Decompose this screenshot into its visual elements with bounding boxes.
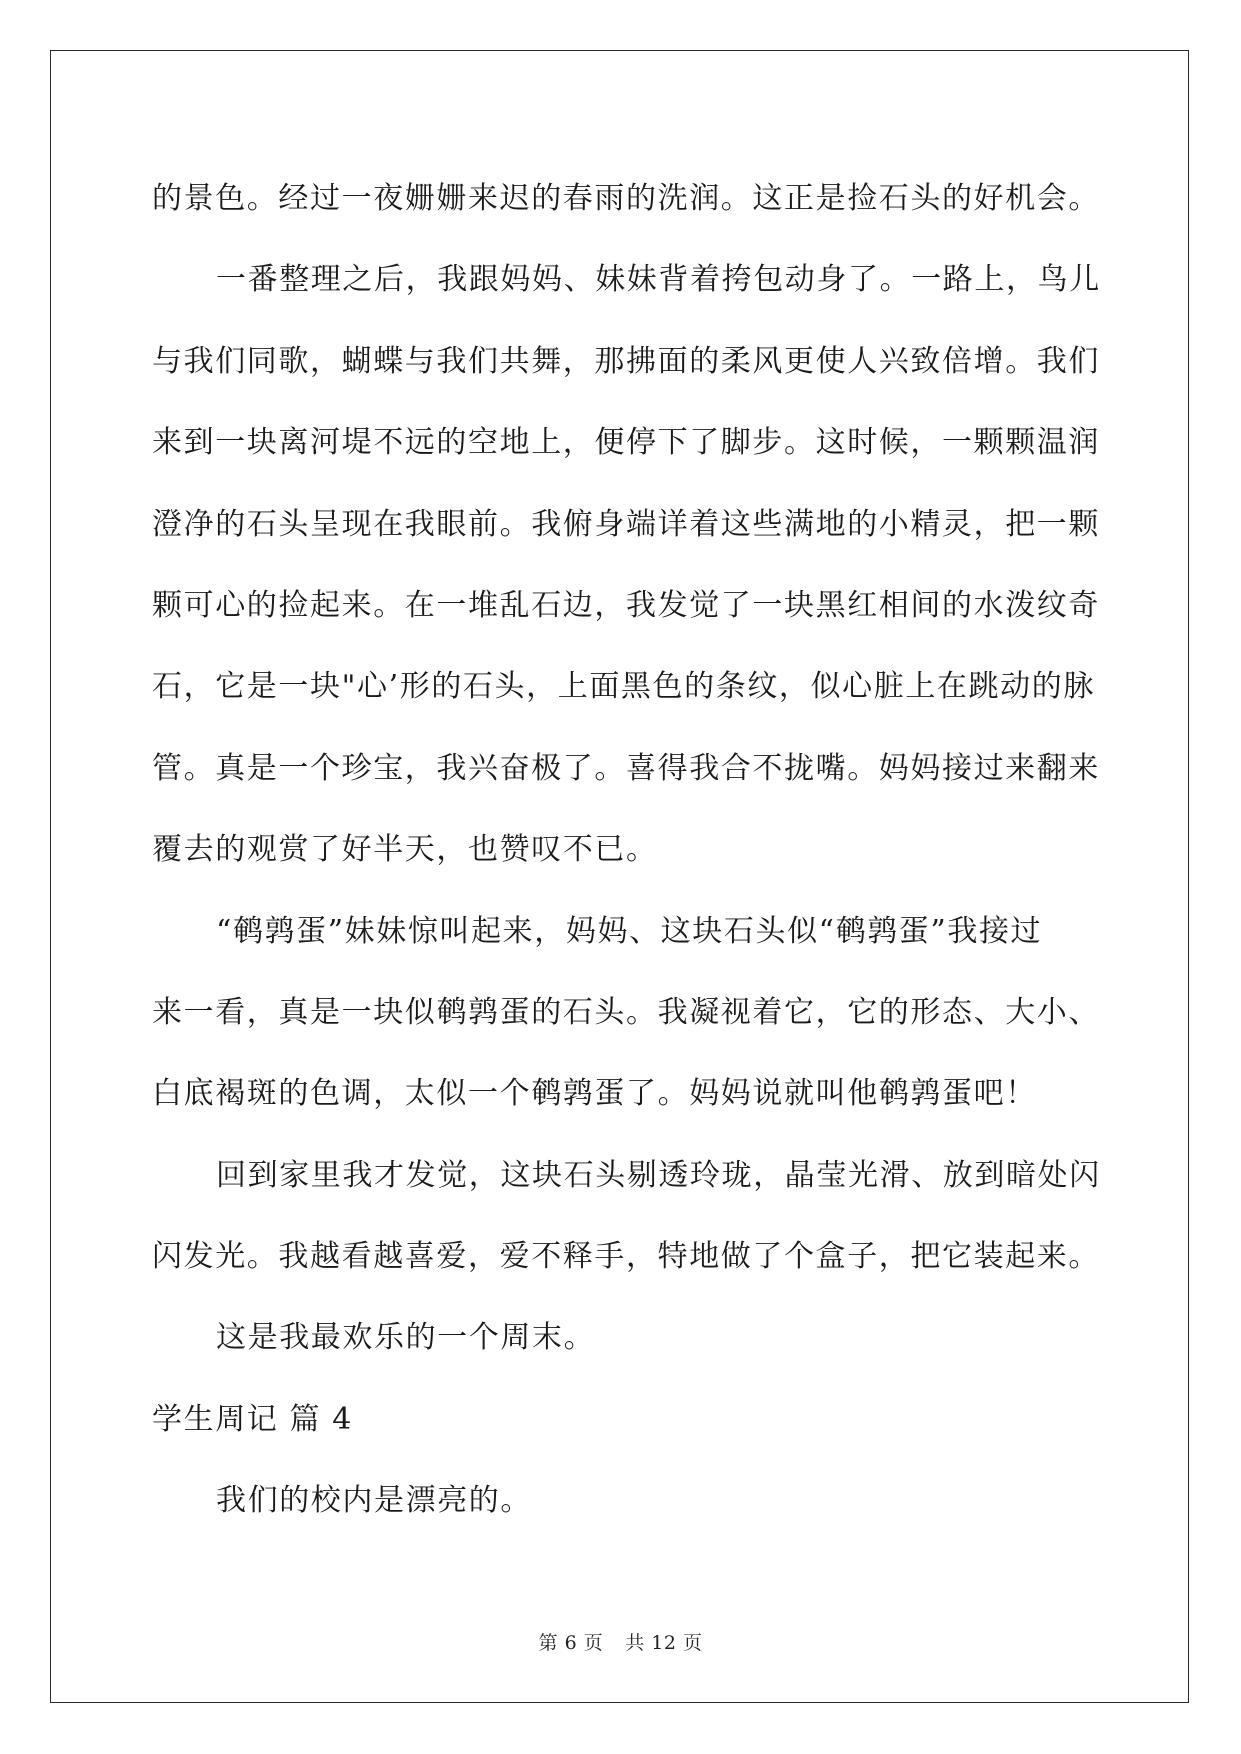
page-footer — [0, 1628, 1241, 1655]
document-body — [152, 158, 1101, 1542]
page-number: 第 6 页 — [538, 1632, 604, 1654]
text-line-13: 回到家里我才发觉，这块石头剔透玲珑，晶莹光滑、放到暗处闪 — [216, 1157, 1101, 1193]
text-line-3: 与我们同歌，蝴蝶与我们共舞，那拂面的柔风更使人兴致倍增。我们 — [152, 343, 1100, 379]
text-line-12: 白底褐斑的色调，太似一个鹌鹑蛋了。妈妈说就叫他鹌鹑蛋吧！ — [152, 1076, 1037, 1112]
text-line-11: 来一看，真是一块似鹌鹑蛋的石头。我凝视着它，它的形态、大小、 — [152, 994, 1100, 1030]
text-line-15: 这是我最欢乐的一个周末。 — [216, 1320, 596, 1356]
text-line-7: 石，它是一块"心’形的石头，上面黑色的条纹，似心脏上在跳动的脉 — [152, 669, 1095, 705]
page-total: 共 12 页 — [625, 1632, 703, 1654]
text-line-9: 覆去的观赏了好半天，也赞叹不已。 — [152, 832, 658, 868]
text-line-6: 颗可心的捡起来。在一堆乱石边，我发觉了一块黑红相间的水泼纹奇 — [152, 587, 1100, 623]
text-line-1: 的景色。经过一夜姗姗来迟的春雨的洗润。这正是捡石头的好机会。 — [152, 181, 1100, 216]
section-heading: 学生周记 篇 4 — [152, 1401, 353, 1437]
text-line-4: 来到一块离河堤不远的空地上，便停下了脚步。这时候，一颗颗温润 — [152, 425, 1100, 461]
section-first-line: 我们的校内是漂亮的。 — [216, 1483, 532, 1519]
text-line-8: 管。真是一个珍宝，我兴奋极了。喜得我合不拢嘴。妈妈接过来翻来 — [152, 750, 1100, 786]
text-line-14: 闪发光。我越看越喜爱，爱不释手，特地做了个盒子，把它装起来。 — [152, 1239, 1100, 1275]
text-line-10: “鹌鹑蛋”妹妹惊叫起来，妈妈、这块石头似“鹌鹑蛋”我接过 — [216, 913, 1043, 949]
text-line-5: 澄净的石头呈现在我眼前。我俯身端详着这些满地的小精灵，把一颗 — [152, 506, 1100, 542]
text-line-2: 一番整理之后，我跟妈妈、妹妹背着挎包动身了。一路上，鸟儿 — [216, 262, 1101, 298]
